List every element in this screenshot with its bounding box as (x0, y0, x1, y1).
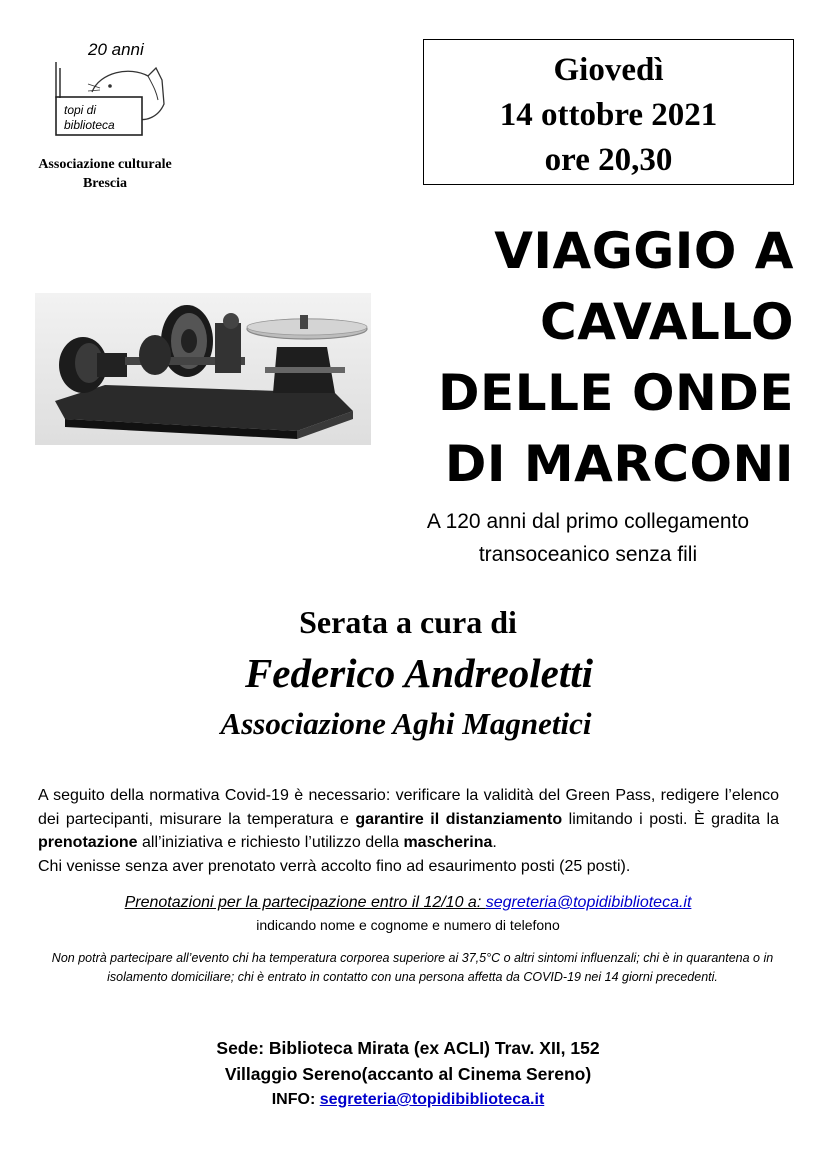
booking-text: Prenotazioni per la partecipazione entro il 12/10 a: (124, 894, 486, 911)
association-line2: Brescia (82, 176, 128, 191)
health-notice: Non potrà partecipare all’evento chi ha temperatura corporea superiore ai 37,5°C o altri sintomi influenzali; chi è in quarantena o in isolamento domiciliare; chi è entrato in contatto con una persona affetta da COVID-19 nei 14 giorni precedenti. (51, 951, 774, 984)
covid-paragraph-2: Chi venisse senza aver prenotato verrà accolto fino ad esaurimento posti (25 posti). (38, 857, 631, 875)
logo-years: 20 anni (88, 40, 144, 59)
covid-emphasis-mask: mascherina (403, 834, 493, 851)
event-day: Giovedì (553, 52, 664, 88)
subtitle-line-2: transoceanico senza fili (478, 543, 698, 566)
event-subtitle (350, 505, 826, 571)
curated-by-label: Serata a cura di (299, 604, 517, 640)
title-line-4: DI MARCONI (444, 435, 794, 493)
covid-text: A seguito della normativa Covid-19 è necessario: verificare la validità del Green Pass, redigere l’elenco dei partecipanti, misurare la temperatura e (38, 787, 779, 828)
event-time: ore 20,30 (544, 142, 673, 178)
logo-line2: biblioteca (64, 118, 115, 132)
covid-paragraph-1 (38, 784, 779, 855)
booking-line (0, 892, 816, 913)
event-title (438, 216, 794, 500)
association-name (14, 155, 196, 193)
covid-text: . (492, 834, 497, 851)
association-line1: Associazione culturale (38, 157, 172, 172)
info-email-link[interactable]: segreteria@topidibiblioteca.it (319, 1091, 545, 1108)
speaker-organization: Associazione Aghi Magnetici (220, 706, 592, 741)
title-line-3: DELLE ONDE (438, 364, 794, 422)
subtitle-line-1: A 120 anni dal primo collegamento (426, 510, 750, 533)
marconi-transmitter-photo (35, 293, 371, 445)
covid-text: all’iniziativa e richiesto l’utilizzo della (137, 834, 404, 851)
info-label: INFO: (271, 1091, 320, 1108)
booking-note: indicando nome e cognome e numero di telefono (256, 917, 560, 933)
title-line-2: CAVALLO (540, 293, 794, 351)
event-date-box (423, 39, 794, 185)
topi-di-biblioteca-logo (52, 40, 168, 140)
event-date: 14 ottobre 2021 (499, 97, 718, 133)
logo-line1: topi di (64, 103, 97, 117)
covid-emphasis-distancing: garantire il distanziamento (355, 810, 563, 828)
covid-notice (38, 784, 779, 878)
covid-text: limitando i posti. È gradita la (562, 810, 779, 828)
title-line-1: VIAGGIO A (494, 222, 794, 280)
covid-emphasis-booking: prenotazione (38, 834, 138, 851)
speaker-name: Federico Andreoletti (244, 650, 594, 696)
venue-line-1: Sede: Biblioteca Mirata (ex ACLI) Trav. XII, 152 (216, 1038, 600, 1058)
info-line (0, 1087, 816, 1112)
venue-line-2: Villaggio Sereno(accanto al Cinema Sereno) (224, 1064, 592, 1084)
booking-email-link[interactable]: segreteria@topidibiblioteca.it (485, 894, 692, 911)
